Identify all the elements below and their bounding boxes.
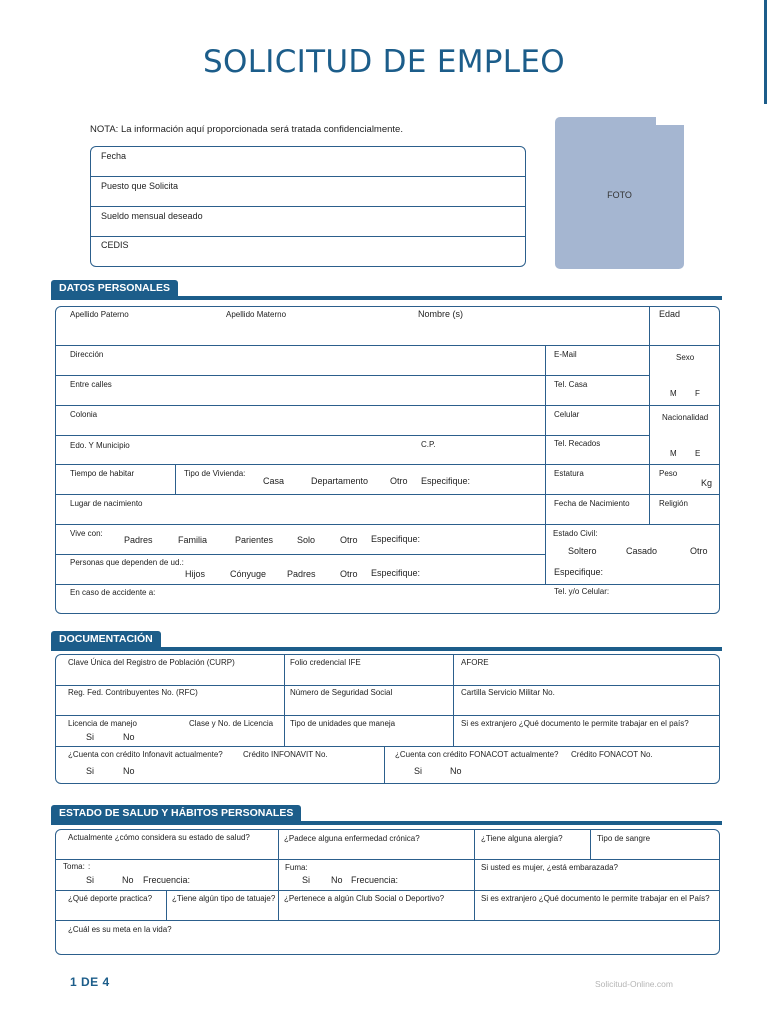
label-fuma: Fuma: <box>285 863 308 872</box>
divider <box>453 654 454 746</box>
health-box <box>55 829 720 955</box>
divider <box>55 405 649 406</box>
label-tipo-sangre[interactable]: Tipo de sangre <box>597 834 651 843</box>
label-apellido-materno[interactable]: Apellido Materno <box>226 310 287 319</box>
divider <box>55 494 720 495</box>
label-edo-municipio[interactable]: Edo. Y Municipio <box>70 441 130 450</box>
label-extranjero-doc[interactable]: Si es extranjero ¿Qué documento le permite trabajar en el país? <box>461 719 689 728</box>
label-cp[interactable]: C.P. <box>421 440 436 449</box>
label-celular[interactable]: Celular <box>554 410 580 419</box>
divider <box>55 375 649 376</box>
confidentiality-note: NOTA: La información aquí proporcionada será tratada confidencialmente. <box>90 124 403 135</box>
option-vive-padres[interactable]: Padres <box>124 535 153 545</box>
divider <box>284 654 285 746</box>
option-sexo-m[interactable]: M <box>670 389 677 398</box>
label-extranjero-doc-2[interactable]: Si es extranjero ¿Qué documento le permite trabajar en el País? <box>481 894 710 903</box>
divider <box>649 405 720 406</box>
unit-kg: Kg <box>701 478 713 488</box>
option-vivienda-depto[interactable]: Departamento <box>311 476 369 486</box>
option-fuma-no[interactable]: No <box>331 875 343 885</box>
label-fonacot-q: ¿Cuenta con crédito FONACOT actualmente? <box>395 750 559 759</box>
label-lugar-nacimiento[interactable]: Lugar de nacimiento <box>70 499 143 508</box>
label-tel-casa[interactable]: Tel. Casa <box>554 380 588 389</box>
label-toma: Toma: <box>63 862 85 871</box>
label-entre-calles[interactable]: Entre calles <box>70 380 112 389</box>
field-fecha[interactable]: Fecha <box>101 151 127 161</box>
fuma-frecuencia[interactable]: Frecuencia: <box>351 875 399 885</box>
option-dep-padres[interactable]: Padres <box>287 569 316 579</box>
divider <box>90 176 526 177</box>
option-licencia-si[interactable]: Si <box>86 732 95 742</box>
option-vivienda-otro[interactable]: Otro <box>390 476 408 486</box>
option-vive-parientes[interactable]: Parientes <box>235 535 274 545</box>
page-number: 1 DE 4 <box>70 975 110 989</box>
section-tab-personal: DATOS PERSONALES <box>51 280 178 297</box>
label-vive-con: Vive con: <box>70 529 103 538</box>
option-toma-no[interactable]: No <box>122 875 134 885</box>
divider <box>55 859 720 860</box>
label-estado-civil: Estado Civil: <box>553 529 598 538</box>
option-fonacot-no[interactable]: No <box>450 766 462 776</box>
divider <box>55 746 720 747</box>
site-watermark: Solicitud-Online.com <box>595 979 673 989</box>
dep-especifique[interactable]: Especifique: <box>371 568 421 578</box>
divider <box>55 715 720 716</box>
divider <box>55 345 649 346</box>
option-licencia-no[interactable]: No <box>123 732 135 742</box>
divider <box>55 524 720 525</box>
option-infonavit-si[interactable]: Si <box>86 766 95 776</box>
label-meta[interactable]: ¿Cuál es su meta en la vida? <box>68 925 172 934</box>
label-colonia[interactable]: Colonia <box>70 410 98 419</box>
option-dep-hijos[interactable]: Hijos <box>185 569 206 579</box>
photo-corner <box>656 117 684 125</box>
label-curp[interactable]: Clave Única del Registro de Población (CURP) <box>68 658 235 667</box>
label-peso[interactable]: Peso <box>659 469 678 478</box>
divider <box>649 464 650 524</box>
option-toma-si[interactable]: Si <box>86 875 95 885</box>
label-rfc[interactable]: Reg. Fed. Contribuyentes No. (RFC) <box>68 688 198 697</box>
section-bar-health <box>51 821 722 825</box>
field-puesto[interactable]: Puesto que Solicita <box>101 181 179 191</box>
option-fuma-si[interactable]: Si <box>302 875 311 885</box>
divider <box>474 829 475 920</box>
label-edad[interactable]: Edad <box>659 309 681 319</box>
label-infonavit-no[interactable]: Crédito INFONAVIT No. <box>243 750 328 759</box>
estado-civil-especifique[interactable]: Especifique: <box>554 567 604 577</box>
option-dep-otro[interactable]: Otro <box>340 569 358 579</box>
label-dependientes: Personas que dependen de ud.: <box>70 558 184 567</box>
option-vivienda-casa[interactable]: Casa <box>263 476 285 486</box>
divider <box>175 464 176 494</box>
label-infonavit-q: ¿Cuenta con crédito Infonavit actualmente? <box>68 750 223 759</box>
section-tab-health: ESTADO DE SALUD Y HÁBITOS PERSONALES <box>51 805 301 822</box>
divider <box>384 746 385 784</box>
divider <box>55 554 545 555</box>
divider <box>55 464 720 465</box>
photo-label: FOTO <box>607 190 632 200</box>
page-title: SOLICITUD DE EMPLEO <box>203 44 565 80</box>
label-cartilla[interactable]: Cartilla Servicio Militar No. <box>461 688 555 697</box>
label-clase-licencia[interactable]: Clase y No. de Licencia <box>189 719 274 728</box>
vivienda-especifique[interactable]: Especifique: <box>421 476 471 486</box>
label-ife[interactable]: Folio credencial IFE <box>290 658 361 667</box>
toma-colon: : <box>88 862 91 871</box>
label-licencia: Licencia de manejo <box>68 719 137 728</box>
option-soltero[interactable]: Soltero <box>568 546 597 556</box>
divider <box>55 435 649 436</box>
label-club[interactable]: ¿Pertenece a algún Club Social o Deportivo? <box>284 894 445 903</box>
label-estado-salud[interactable]: Actualmente ¿cómo considera su estado de salud? <box>68 833 250 842</box>
label-tipo-unidades[interactable]: Tipo de unidades que maneja <box>290 719 396 728</box>
option-dep-conyuge[interactable]: Cónyuge <box>230 569 267 579</box>
label-nacionalidad: Nacionalidad <box>662 413 709 422</box>
option-nac-e[interactable]: E <box>695 449 701 458</box>
label-direccion[interactable]: Dirección <box>70 350 104 359</box>
option-vive-solo[interactable]: Solo <box>297 535 316 545</box>
divider <box>649 345 720 346</box>
option-fonacot-si[interactable]: Si <box>414 766 423 776</box>
vive-especifique[interactable]: Especifique: <box>371 534 421 544</box>
divider <box>55 920 720 921</box>
label-tel-celular[interactable]: Tel. y/o Celular: <box>554 587 610 596</box>
label-nss[interactable]: Número de Seguridad Social <box>290 688 393 697</box>
option-infonavit-no[interactable]: No <box>123 766 135 776</box>
label-embarazada[interactable]: Si usted es mujer, ¿está embarazada? <box>481 863 618 872</box>
option-nac-m[interactable]: M <box>670 449 677 458</box>
divider <box>90 206 526 207</box>
divider <box>55 584 720 585</box>
label-nombre[interactable]: Nombre (s) <box>418 309 464 319</box>
label-religion[interactable]: Religión <box>659 499 688 508</box>
label-accidente[interactable]: En caso de accidente a: <box>70 588 156 597</box>
divider <box>166 890 167 920</box>
option-casado[interactable]: Casado <box>626 546 658 556</box>
label-alergia[interactable]: ¿Tiene alguna alergia? <box>481 834 563 843</box>
option-vive-familia[interactable]: Familia <box>178 535 208 545</box>
label-apellido-paterno[interactable]: Apellido Paterno <box>70 310 129 319</box>
section-bar-docs <box>51 647 722 651</box>
label-tel-recados[interactable]: Tel. Recados <box>554 439 601 448</box>
option-sexo-f[interactable]: F <box>695 389 700 398</box>
label-estatura[interactable]: Estatura <box>554 469 584 478</box>
divider <box>545 345 546 584</box>
label-fecha-nacimiento[interactable]: Fecha de Nacimiento <box>554 499 630 508</box>
label-afore[interactable]: AFORE <box>461 658 489 667</box>
label-tiempo-habitar[interactable]: Tiempo de habitar <box>70 469 135 478</box>
section-tab-docs: DOCUMENTACIÓN <box>51 631 161 648</box>
divider <box>55 890 720 891</box>
option-estado-otro[interactable]: Otro <box>690 546 708 556</box>
label-tipo-vivienda: Tipo de Vivienda: <box>184 469 246 478</box>
label-deporte[interactable]: ¿Qué deporte practica? <box>68 894 153 903</box>
field-sueldo[interactable]: Sueldo mensual deseado <box>101 211 203 221</box>
divider <box>590 829 591 859</box>
divider <box>90 236 526 237</box>
label-email[interactable]: E-Mail <box>554 350 577 359</box>
field-cedis[interactable]: CEDIS <box>101 240 129 250</box>
toma-frecuencia[interactable]: Frecuencia: <box>143 875 191 885</box>
section-bar-personal <box>51 296 722 300</box>
divider <box>278 829 279 920</box>
label-tatuaje[interactable]: ¿Tiene algún tipo de tatuaje? <box>172 894 276 903</box>
label-enfermedad[interactable]: ¿Padece alguna enfermedad crónica? <box>284 834 420 843</box>
option-vive-otro[interactable]: Otro <box>340 535 358 545</box>
label-sexo: Sexo <box>676 353 695 362</box>
divider <box>55 685 720 686</box>
label-fonacot-no[interactable]: Crédito FONACOT No. <box>571 750 653 759</box>
